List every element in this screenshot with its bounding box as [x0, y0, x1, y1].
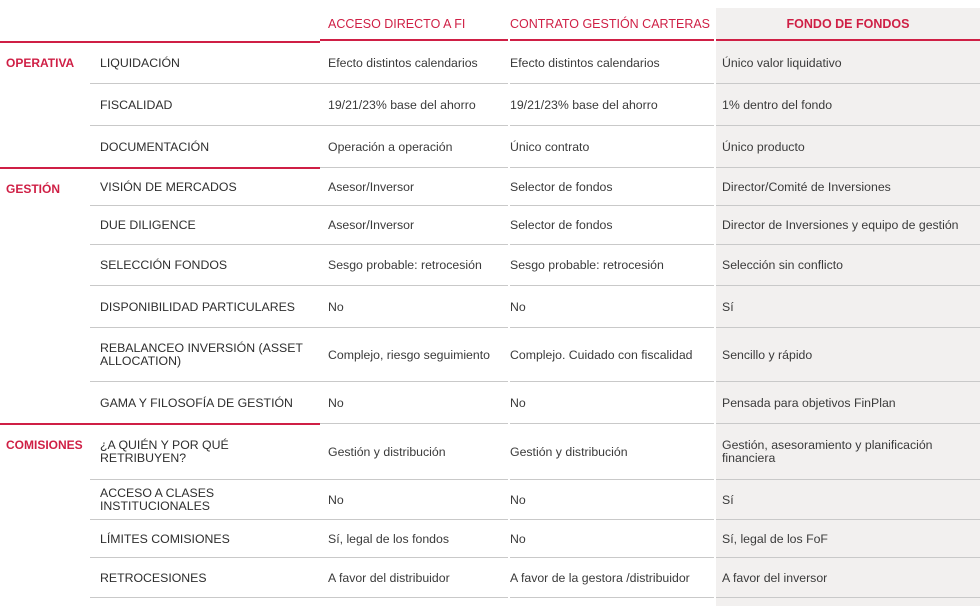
header-rule-contrato	[510, 39, 714, 41]
table-row	[0, 480, 980, 520]
cell-contrato: Selector de fondos	[510, 218, 613, 232]
row-concept-cell: FISCALIDAD	[100, 97, 173, 112]
cell-fondo: Sí, legal de los FoF	[722, 531, 828, 546]
row-concept-cell: REBALANCEO INVERSIÓN (ASSET ALLOCATION)	[100, 341, 303, 368]
row-divider	[510, 597, 714, 598]
row-concept-cell: DOCUMENTACIÓN	[100, 139, 210, 154]
cell-fondo: Sí	[722, 299, 734, 314]
table-row	[0, 558, 980, 598]
cell-acceso: A favor del distribuidor	[328, 570, 450, 585]
row-concept-cell: RETROCESIONES	[100, 570, 207, 585]
cell-acceso: Efecto distintos calendarios	[328, 55, 478, 70]
cell-acceso: No	[328, 395, 344, 410]
cell-acceso: No	[328, 299, 344, 314]
table-row	[0, 424, 980, 480]
cell-acceso: No	[328, 492, 344, 507]
row-concept-cell: ACCESO A CLASES INSTITUCIONALES	[100, 486, 215, 513]
table-row	[0, 520, 980, 558]
cell-fondo: Selección sin conflicto	[722, 258, 843, 272]
section-label: GESTIÓN	[6, 182, 61, 196]
header-rule-acceso	[320, 39, 508, 41]
row-concept-cell: ¿A QUIÉN Y POR QUÉ RETRIBUYEN?	[100, 438, 229, 465]
row-concept-cell: DUE DILIGENCE	[100, 218, 196, 232]
cell-acceso: Asesor/Inversor	[328, 179, 415, 194]
table-row	[0, 245, 980, 286]
cell-contrato: No	[510, 395, 526, 410]
cell-acceso: 19/21/23% base del ahorro	[328, 97, 476, 112]
cell-fondo: 1% dentro del fondo	[722, 97, 833, 112]
cell-contrato: Selector de fondos	[510, 179, 613, 194]
cell-contrato: No	[510, 492, 526, 507]
row-concept-cell: SELECCIÓN FONDOS	[100, 258, 228, 272]
cell-fondo: Pensada para objetivos FinPlan	[722, 395, 896, 410]
cell-fondo: Director de Inversiones y equipo de gestión	[722, 218, 959, 232]
cell-acceso: Operación a operación	[328, 139, 453, 154]
cell-contrato: A favor de la gestora /distribuidor	[510, 570, 690, 585]
table-row	[0, 328, 980, 382]
row-divider	[320, 597, 508, 598]
row-concept-cell: LÍMITES COMISIONES	[100, 531, 230, 546]
cell-contrato: Único contrato	[510, 139, 590, 154]
header-rule-fondo	[716, 39, 980, 41]
section-label: OPERATIVA	[6, 56, 75, 70]
row-concept-cell: VISIÓN DE MERCADOS	[100, 179, 237, 194]
cell-contrato: Gestión y distribución	[510, 444, 628, 459]
cell-fondo: Sí	[722, 492, 734, 507]
cell-fondo: A favor del inversor	[722, 570, 828, 585]
column-header-acceso-directo: ACCESO DIRECTO A FI	[328, 17, 466, 31]
cell-contrato: 19/21/23% base del ahorro	[510, 97, 658, 112]
row-divider	[90, 597, 320, 598]
cell-acceso: Complejo, riesgo seguimiento	[328, 347, 490, 362]
section-label: COMISIONES	[6, 438, 83, 452]
cell-contrato: Efecto distintos calendarios	[510, 55, 660, 70]
table-row	[0, 126, 980, 168]
row-concept-cell: DISPONIBILIDAD PARTICULARES	[100, 299, 295, 314]
cell-contrato: No	[510, 531, 526, 546]
cell-acceso: Gestión y distribución	[328, 444, 446, 459]
cell-acceso: Sí, legal de los fondos	[328, 531, 449, 546]
cell-acceso: Asesor/Inversor	[328, 218, 415, 232]
table-row	[0, 42, 980, 84]
cell-fondo: Director/Comité de Inversiones	[722, 179, 891, 194]
cell-fondo: Único valor liquidativo	[722, 55, 842, 70]
cell-contrato: Complejo. Cuidado con fiscalidad	[510, 347, 693, 362]
table-row	[0, 382, 980, 424]
column-header-fondo-de-fondos: FONDO DE FONDOS	[786, 17, 910, 31]
row-concept-cell: LIQUIDACIÓN	[100, 55, 180, 70]
cell-contrato: Sesgo probable: retrocesión	[510, 258, 664, 272]
table-row	[0, 206, 980, 245]
row-concept-cell: GAMA Y FILOSOFÍA DE GESTIÓN	[100, 395, 293, 410]
cell-fondo: Sencillo y rápido	[722, 347, 813, 362]
table-row	[0, 168, 980, 206]
table-row	[0, 286, 980, 328]
row-divider	[716, 597, 980, 598]
table-row	[0, 84, 980, 126]
cell-fondo: Único producto	[722, 139, 805, 154]
cell-fondo: Gestión, asesoramiento y planificación financiera	[722, 438, 933, 465]
cell-contrato: No	[510, 299, 526, 314]
cell-acceso: Sesgo probable: retrocesión	[328, 258, 482, 272]
column-header-contrato-gestion: CONTRATO GESTIÓN CARTERAS	[510, 17, 711, 31]
